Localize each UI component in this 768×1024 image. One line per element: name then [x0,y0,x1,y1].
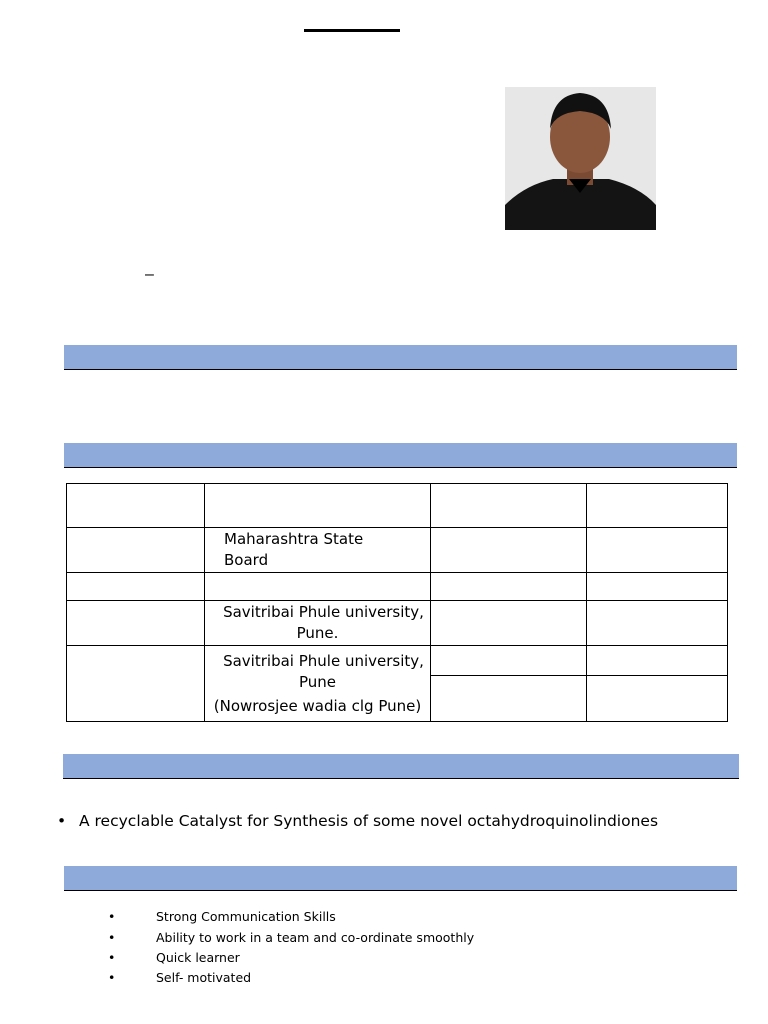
bullet-icon: • [108,909,116,924]
table-row [67,601,728,646]
project-title: A recyclable Catalyst for Synthesis of some novel octahydroquinolindiones [79,812,659,830]
table-cell [587,484,728,528]
table-cell [431,528,587,573]
list-item [108,968,474,988]
bullet-icon: • [108,950,116,965]
table-cell [587,646,728,676]
board-cell [205,528,431,573]
skills-list [108,906,474,988]
university-line-1: Savitribai Phule university, [223,651,424,670]
table-cell [67,601,205,646]
table-row [67,646,728,676]
table-cell [67,528,205,573]
table-row [67,573,728,601]
header-dash: – [145,266,154,283]
skill-text: Strong Communication Skills [156,909,336,924]
section-header-band-skills [64,866,737,891]
education-table [66,483,728,722]
university-line-1: Savitribai Phule university, [223,603,424,621]
bullet-icon: • [108,930,116,945]
table-cell [431,646,587,676]
skill-text: Ability to work in a team and co-ordinate smoothly [156,930,475,945]
bullet-icon: • [57,812,67,830]
profile-photo [505,87,656,230]
table-cell [587,528,728,573]
table-cell [67,573,205,601]
university-cell [205,601,431,646]
table-cell [587,573,728,601]
table-cell [431,573,587,601]
university-cell [205,646,431,722]
section-header-band-1 [64,345,737,370]
list-item [108,948,474,968]
title-underline [304,29,400,32]
table-cell [431,601,587,646]
college-line: (Nowrosjee wadia clg Pune) [213,696,422,715]
university-line-2: Pune. [296,624,339,642]
list-item [108,927,474,948]
board-name: Maharashtra State Board [224,530,364,569]
table-row [67,484,728,528]
section-header-band-projects [63,754,739,779]
table-cell [587,676,728,722]
person-photo-icon [505,87,656,230]
table-cell [431,676,587,722]
skill-text: Self- motivated [156,970,252,985]
skill-text: Quick learner [156,950,240,965]
project-item [57,812,658,830]
university-line-2: Pune [298,672,337,691]
table-cell [67,646,205,722]
table-cell [587,601,728,646]
table-cell [67,484,205,528]
table-row [67,528,728,573]
table-cell [431,484,587,528]
table-cell [205,484,431,528]
bullet-icon: • [108,970,116,985]
table-cell [205,573,431,601]
section-header-band-education [64,443,737,468]
list-item [108,906,474,927]
